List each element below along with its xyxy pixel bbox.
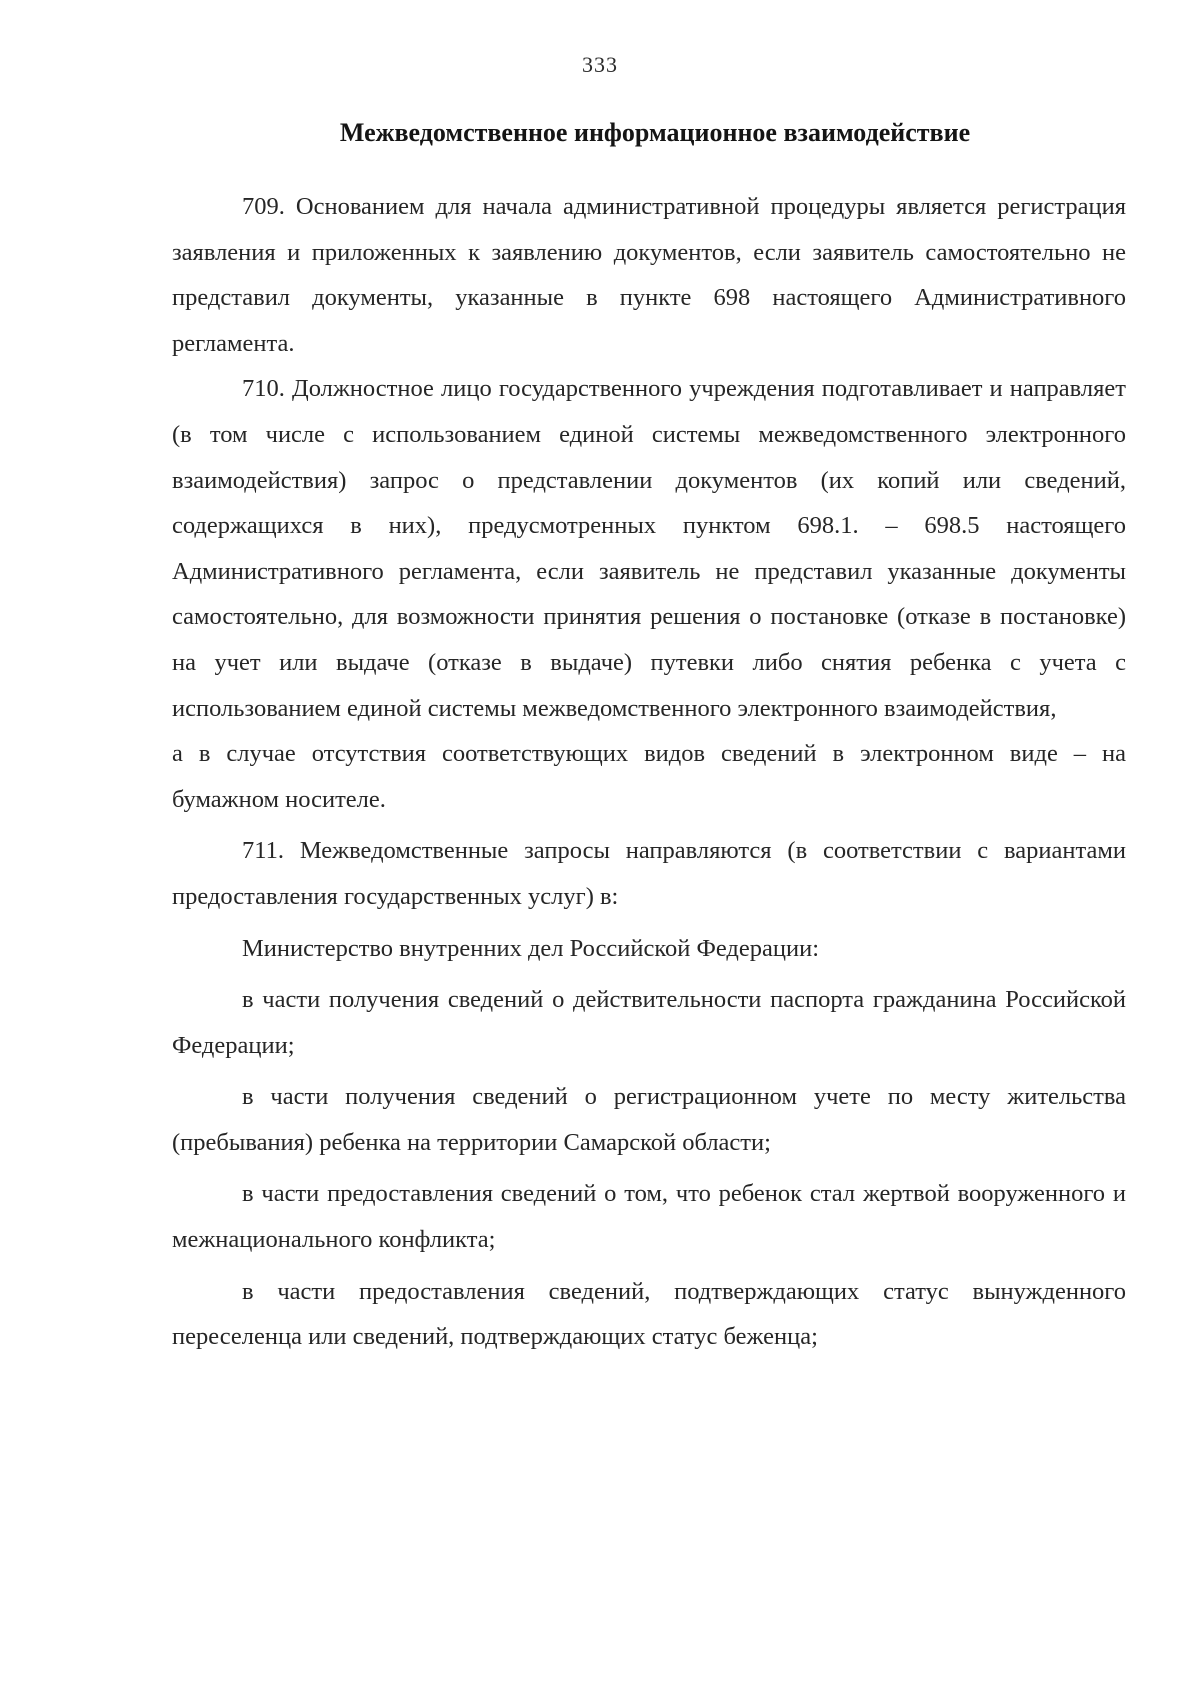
paragraph-711: 711. Межведомственные запросы направляются (в соответствии с вариантами предоставления государственных услуг) в: (172, 837, 1126, 910)
section-heading: Межведомственное информационное взаимодействие (339, 118, 971, 147)
paragraph-710-continuation: а в случае отсутствия соответствующих видов сведений в электронном виде – на бумажном носителе. (172, 740, 1126, 813)
document-body (172, 184, 1126, 1360)
list-item-passport: в части получения сведений о действительности паспорта гражданина Российской Федерации; (172, 986, 1126, 1059)
paragraph-709: 709. Основанием для начала административной процедуры является регистрация заявления и приложенных к заявлению документов, если заявитель самостоятельно не представил документы, указанные в пункте 698 настоящего Административного регламента. (172, 193, 1126, 357)
paragraph-710: 710. Должностное лицо государственного учреждения подготавливает и направляет (в том числе с использованием единой системы межведомственного электронного взаимодействия) запрос о представлении документов (их копий или сведений, содержащихся в них), предусмотренных пунктом 698.1. – 698.5 настоящего Административного регламента, если заявитель не представил указанные документы самостоятельно, для возможности принятия решения о постановке (отказе в постановке) на учет или выдаче (отказе в выдаче) путевки либо снятия ребенка с учета с использованием единой системы межведомственного электронного взаимодействия, (172, 375, 1126, 722)
list-item-refugee-status: в части предоставления сведений, подтверждающих статус вынужденного переселенца или сведений, подтверждающих статус беженца; (172, 1277, 1126, 1351)
list-item-registration: в части получения сведений о регистрационном учете по месту жительства (пребывания) ребенка на территории Самарской области; (172, 1083, 1126, 1156)
list-item-conflict-victim: в части предоставления сведений о том, что ребенок стал жертвой вооруженного и межнационального конфликта; (172, 1180, 1126, 1254)
page-number: 333 (582, 52, 618, 77)
list-item-ministry: Министерство внутренних дел Российской Федерации: (242, 934, 820, 962)
